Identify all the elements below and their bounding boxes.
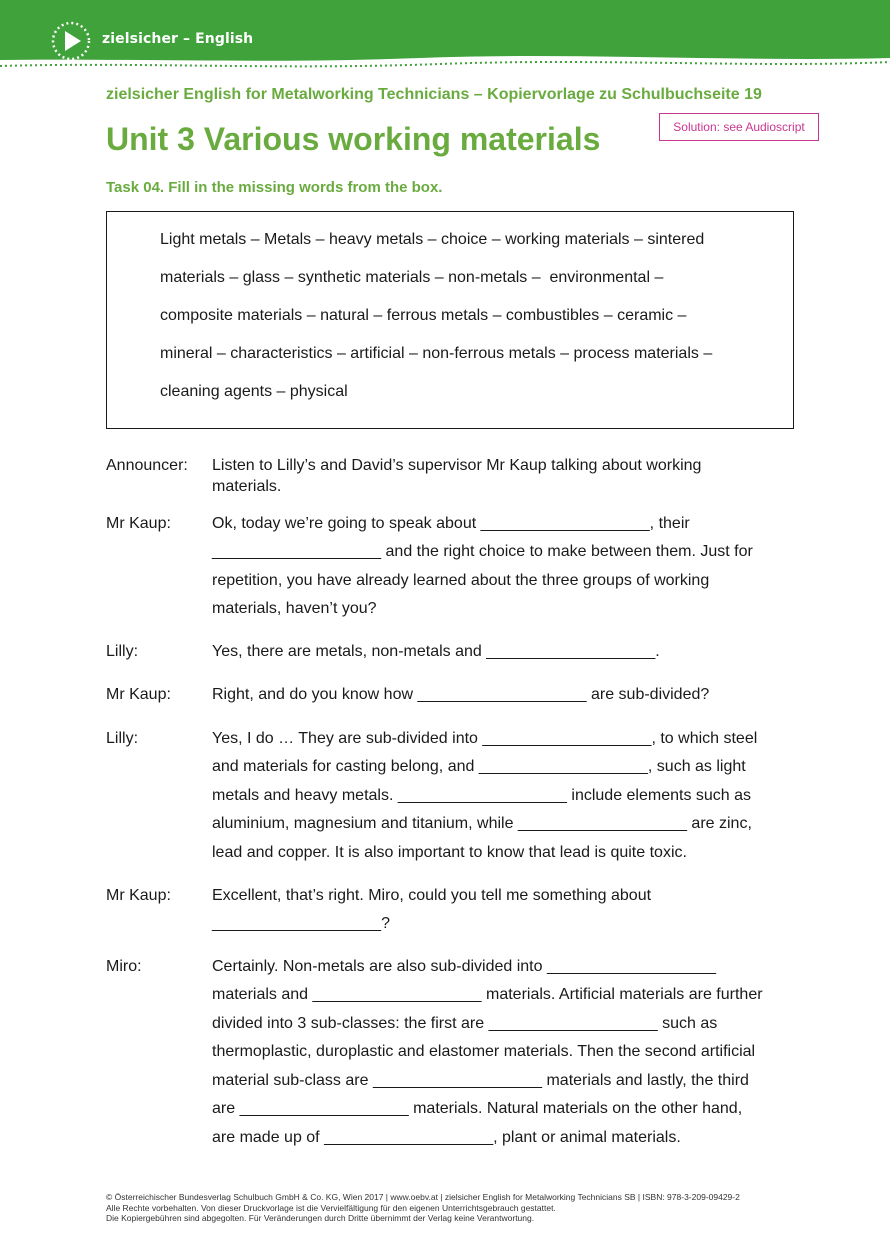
speaker-label: Mr Kaup: [106, 686, 171, 703]
dialogue-line: Listen to Lilly’s and David’s supervisor Mr Kaup talking about working [212, 457, 702, 474]
dialogue-line: ___________________ and the right choice to make between them. Just for [212, 543, 753, 560]
dialogue-line: Ok, today we’re going to speak about ___________________, their [212, 515, 690, 532]
dialogue-line: are ___________________ materials. Natural materials on the other hand, [212, 1100, 743, 1117]
dialogue-line: Right, and do you know how ___________________ are sub-divided? [212, 686, 710, 703]
word-box-line: mineral – characteristics – artificial – non-ferrous metals – process materials – [160, 345, 713, 362]
task-instruction: Task 04. Fill in the missing words from the box. [106, 179, 443, 196]
dialogue-line: Yes, I do … They are sub-divided into ___________________, to which steel [212, 730, 758, 747]
solution-note: Solution: see Audioscript [659, 113, 819, 141]
dialogue-line: divided into 3 sub-classes: the first are ___________________ such as [212, 1015, 718, 1032]
dialogue-line: and materials for casting belong, and ___________________, such as light [212, 758, 746, 775]
dialogue-line: materials. [212, 478, 282, 495]
dialogue-line: thermoplastic, duroplastic and elastomer materials. Then the second artificial [212, 1043, 756, 1060]
page-title: Unit 3 Various working materials [106, 121, 601, 157]
copyright-footer [106, 1192, 740, 1224]
dialogue-line: are made up of ___________________, plant or animal materials. [212, 1129, 681, 1146]
dialogue-line: Excellent, that’s right. Miro, could you tell me something about [212, 887, 652, 904]
speaker-label: Miro: [106, 958, 142, 975]
speaker-label: Lilly: [106, 643, 139, 660]
word-box-line: composite materials – natural – ferrous metals – combustibles – ceramic – [160, 307, 687, 324]
dialogue-line: Certainly. Non-metals are also sub-divided into ___________________ [212, 958, 717, 975]
dialogue-line: lead and copper. It is also important to know that lead is quite toxic. [212, 844, 687, 861]
footer-line: Die Kopiergebühren sind abgegolten. Für Veränderungen durch Dritte übernimmt der Verlag keine Verantwortung. [106, 1213, 535, 1223]
brand-name: zielsicher – English [102, 31, 254, 47]
series-title: zielsicher English for Metalworking Technicians – Kopiervorlage zu Schulbuchseite 19 [106, 86, 762, 103]
dialogue-line: ___________________? [212, 915, 390, 932]
dialogue-line: materials, haven’t you? [212, 600, 377, 617]
speaker-label: Mr Kaup: [106, 515, 171, 532]
speaker-label: Announcer: [106, 457, 188, 474]
dialogue-line: repetition, you have already learned about the three groups of working [212, 572, 710, 589]
dialogue-line: materials and ___________________ materials. Artificial materials are further [212, 986, 763, 1003]
word-box-line: cleaning agents – physical [160, 383, 348, 400]
footer-line: © Österreichischer Bundesverlag Schulbuch GmbH & Co. KG, Wien 2017 | www.oebv.at | zielsicher English for Metalworking Technicians SB | ISBN: 978-3-209-09429-2 [106, 1192, 740, 1202]
speaker-label: Lilly: [106, 730, 139, 747]
dialogue-line: aluminium, magnesium and titanium, while ___________________ are zinc, [212, 815, 752, 832]
word-box [106, 211, 794, 429]
dialogue-line: material sub-class are ___________________ materials and lastly, the third [212, 1072, 749, 1089]
footer-line: Alle Rechte vorbehalten. Von dieser Druckvorlage ist die Vervielfältigung für den eigenen Unterrichtsgebrauch gestattet. [106, 1202, 556, 1213]
word-box-line: Light metals – Metals – heavy metals – choice – working materials – sintered [160, 231, 705, 248]
word-box-line: materials – glass – synthetic materials – non-metals – environmental – [160, 269, 664, 286]
dialogue-line: metals and heavy metals. ___________________ include elements such as [212, 787, 752, 804]
dialogue-line: Yes, there are metals, non-metals and ___________________. [212, 643, 660, 660]
speaker-label: Mr Kaup: [106, 887, 171, 904]
play-icon [50, 20, 92, 62]
